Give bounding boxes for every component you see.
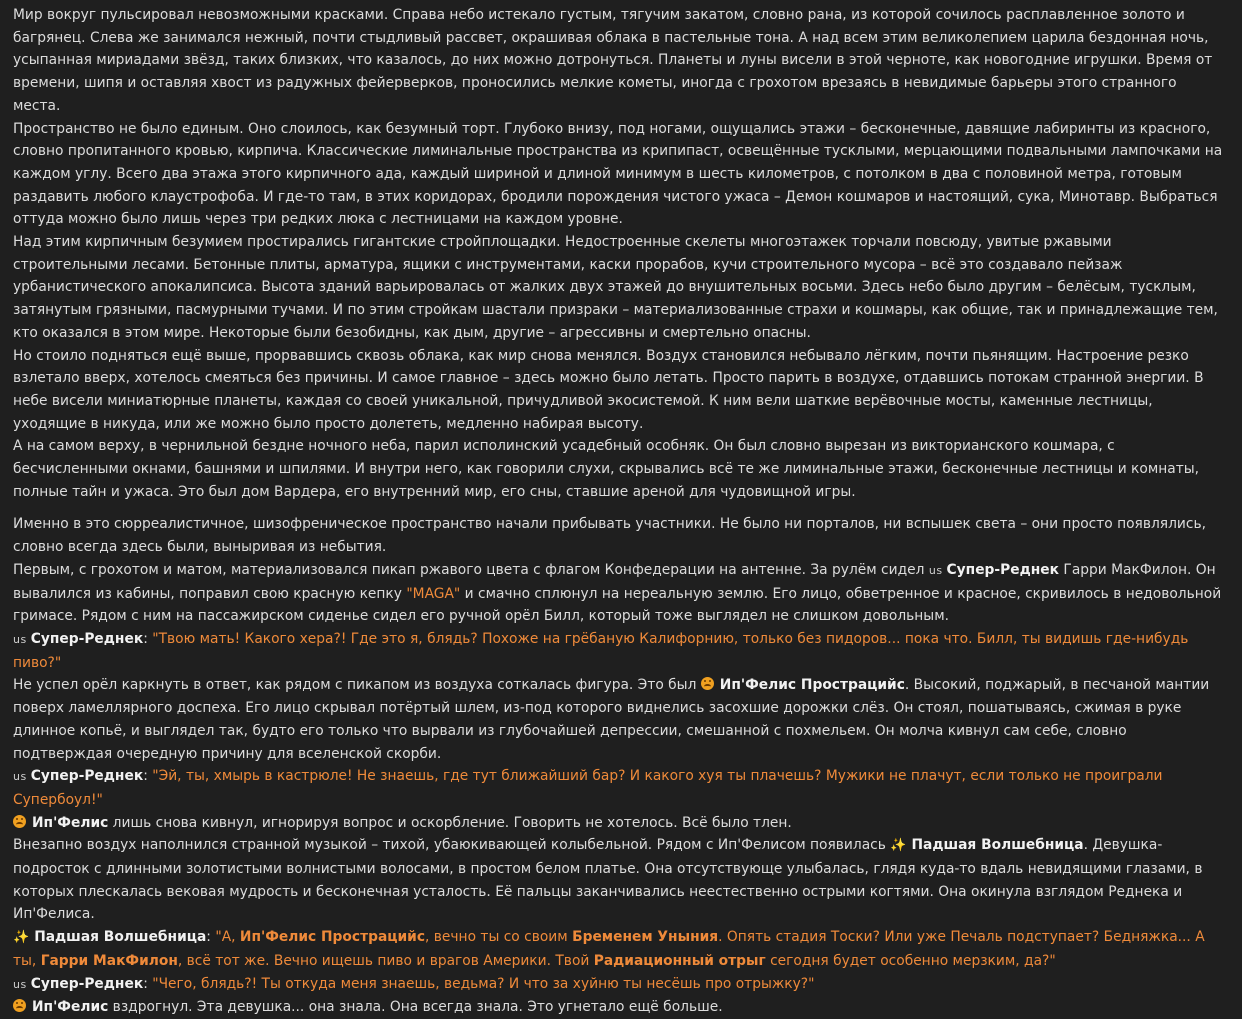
text-run: : (206, 929, 216, 946)
text-run: и смачно сплюнул на нереальную землю. Его лицо, обветренное и красное, скривилось в недовольной гримасе. Рядом с ним на пассажирском сиденье сидел его ручной орёл Билл, который тоже выглядел не слишком довольным. (13, 585, 1222, 625)
us-flag-icon: us (13, 977, 27, 991)
dialogue-quote: . Опять стадия Тоски? Или уже Печаль подступает? Бедняжка... А ты, (13, 929, 1205, 969)
us-flag-icon: us (928, 563, 943, 577)
paragraph (13, 559, 1228, 628)
paragraph (13, 812, 1228, 835)
text-run: . Девушка-подросток с длинными золотистыми волнистыми волосами, в простом белом платье. Она отсутствующе улыбалась, глядя куда-то вдаль невидящими глазами, в которых плескалась вековая мудрость и бесконечная усталость. Её пальцы заканчивались неестественно острыми когтями. Она окинула взглядом Реднека и Ип'Фелиса. (13, 837, 1203, 923)
dialogue-quote: "Эй, ты, хмырь в кастрюле! Не знаешь, где тут ближайший бар? И какого хуя ты плачешь? Мужики не плачут, если только не проиграли Супербоул!" (13, 768, 1163, 808)
character-name: Ип'Фелис (32, 999, 109, 1016)
dialogue-quote: , вечно ты со своим (425, 929, 573, 946)
section-gap (13, 503, 1228, 513)
paragraph (13, 834, 1228, 926)
us-flag-icon: us (13, 632, 27, 646)
dialogue-quote: "Чего, блядь?! Ты откуда меня знаешь, ведьма? И что за хуйню ты несёшь про отрыжку?" (152, 975, 815, 992)
dialogue-emphasis: Радиационный отрыг (593, 952, 766, 969)
paragraph: Пространство не было единым. Оно слоилось, как безумный торт. Глубоко внизу, под ногами, ощущались этажи – бесконечные, давящие лабиринты из красного, словно пропитанного кровью, кирпича. Классические лиминальные пространства из крипипаст, освещённые тусклыми, мерцающими подвальными лампочками на каждом углу. Всего два этажа этого кирпичного ада, каждый шириной и длиной минимум в шесть километров, с потолком в два с половиной метра, готовым раздавить любого клаустрофоба. И где-то там, в этих коридорах, бродили порождения чистого ужаса – Демон кошмаров и настоящий, сука, Минотавр. Выбраться оттуда можно было лишь через три редких люка с лестницами на каждом уровне. (13, 120, 1223, 228)
text-run: . Высокий, поджарый, в песчаной мантии поверх ламеллярного доспеха. Его лицо скрывал потёртый шлем, из-под которого виднелись засохшие дорожки слёз. Он стоял, пошатываясь, сжимая в руке длинное копьё, и выглядел так, будто его только что вырвали из глубочайшей депрессии, смешанной с похмельем. Он молча кивнул сам себе, словно подтверждая очередную причину для вселенской скорби. (13, 677, 1210, 762)
sad-face-icon (701, 677, 714, 690)
character-name: Ип'Фелис Прострацийс (719, 677, 905, 694)
dialogue-emphasis: Ип'Фелис Прострацийс (239, 929, 426, 946)
sparkles-icon: ✨ (13, 930, 30, 946)
text-run: Не успел орёл каркнуть в ответ, как рядом с пикапом из воздуха соткалась фигура. Это был (13, 677, 701, 694)
paragraph: А на самом верху, в чернильной бездне ночного неба, парил исполинский усадебный особняк. Он был словно вырезан из викторианского кошмара, с бесчисленными окнами, башнями и шпилями. И внутри него, как говорили слухи, скрывались всё те же лиминальные этажи, бесконечные лестницы и комнаты, полные тайн и ужаса. Это был дом Вардера, его внутренний мир, его сны, ставшие ареной для чудовищной игры. (13, 438, 1200, 500)
sad-face-icon (13, 999, 26, 1012)
character-name: Супер-Реднек (30, 768, 144, 785)
paragraph (13, 765, 1228, 811)
paragraph (13, 628, 1228, 674)
sad-face-icon (13, 815, 26, 828)
paragraph: Мир вокруг пульсировал невозможными красками. Справа небо истекало густым, тягучим закатом, словно рана, из которой сочилось расплавленное золото и багрянец. Слева же занимался нежный, почти стыдливый рассвет, окрашивая облака в пастельные тона. А над всем этим великолепием царила бездонная ночь, усыпанная мириадами звёзд, таких близких, что казалось, до них можно дотронуться. Планеты и луны висели в этой черноте, как новогодние игрушки. Время от времени, шипя и оставляя хвост из радужных фейерверков, проносились мелкие кометы, иногда с грохотом врезаясь в невидимые барьеры этого странного места. (13, 7, 1213, 114)
character-name: Супер-Реднек (946, 561, 1060, 578)
us-flag-icon: us (13, 770, 27, 784)
paragraph (13, 674, 1228, 765)
paragraph: Именно в это сюрреалистичное, шизофреническое пространство начали прибывать участники. Не было ни порталов, ни вспышек света – они просто появлялись, словно всегда здесь были, выныривая из небытия. (13, 516, 1206, 556)
character-name: Супер-Реднек (30, 975, 144, 992)
text-run: : (143, 630, 153, 647)
dialogue-emphasis: Бременем Уныния (572, 929, 719, 946)
dialogue-quote: "Твою мать! Какого хера?! Где это я, блядь? Похоже на грёбаную Калифорнию, только без пидоров... пока что. Билл, ты видишь где-нибудь пиво?" (13, 630, 1189, 671)
paragraph: Над этим кирпичным безумием простирались гигантские стройплощадки. Недостроенные скелеты многоэтажек торчали повсюду, увитые ржавыми строительными лесами. Бетонные плиты, арматура, ящики с инструментами, каски прорабов, кучи строительного мусора – всё это создавало пейзаж урбанистического апокалипсиса. Высота зданий варьировалась от жалких двух этажей до внушительных восьми. Здесь небо было другим – белёсым, тусклым, затянутым грязными, пасмурными тучами. И по этим стройкам шастали призраки – материализованные страхи и кошмары, как общие, так и принадлежащие тем, кто оказался в этом мире. Некоторые были безобидны, как дым, другие – агрессивны и смертельно опасны. (13, 234, 1218, 341)
paragraph (13, 973, 1228, 997)
dialogue-quote: "А, (215, 929, 240, 946)
dialogue-emphasis: Гарри МакФилон (40, 952, 178, 969)
character-name: Ип'Фелис (32, 814, 109, 831)
dialogue-quote: , всё тот же. Вечно ищешь пиво и врагов Америки. Твой (177, 952, 594, 969)
character-name: Супер-Реднек (30, 630, 144, 647)
character-name: Падшая Волшебница (34, 929, 207, 946)
sparkles-icon: ✨ (890, 838, 907, 854)
text-run: лишь снова кивнул, игнорируя вопрос и оскорбление. Говорить не хотелось. Всё было тлен. (108, 814, 792, 831)
text-run: Гарри МакФилон. Он вывалился из кабины, поправил свою красную кепку (13, 561, 1216, 602)
dialogue-quote: "MAGA" (406, 585, 461, 602)
paragraph: Но стоило подняться ещё выше, прорвавшись сквозь облака, как мир снова менялся. Воздух становился небывало лёгким, почти пьянящим. Настроение резко взлетало вверх, хотелось смеяться без причины. И самое главное – здесь можно было летать. Просто парить в воздухе, отдавшись потокам странной энергии. В небе висели миниатюрные планеты, каждая со своей уникальной, причудливой экосистемой. К ним вели шаткие верёвочные мосты, каменные лестницы, уходящие в никуда, или же можно было просто долететь, медленно набирая высоту. (13, 347, 1204, 432)
text-run: Внезапно воздух наполнился странной музыкой – тихой, убаюкивающей колыбельной. Рядом с Ип'Фелисом появилась (13, 837, 891, 854)
text-run: : (143, 975, 153, 992)
paragraph (13, 926, 1228, 972)
text-run: Первым, с грохотом и матом, материализовался пикап ржавого цвета с флагом Конфедерации на антенне. За рулём сидел (13, 561, 929, 578)
text-run: вздрогнул. Эта девушка... она знала. Она всегда знала. Это угнетало ещё больше. (108, 999, 723, 1016)
dialogue-quote: сегодня будет особенно мерзким, да?" (765, 952, 1056, 969)
paragraph (13, 996, 1228, 1019)
text-run: : (143, 768, 153, 785)
character-name: Падшая Волшебница (911, 837, 1084, 854)
